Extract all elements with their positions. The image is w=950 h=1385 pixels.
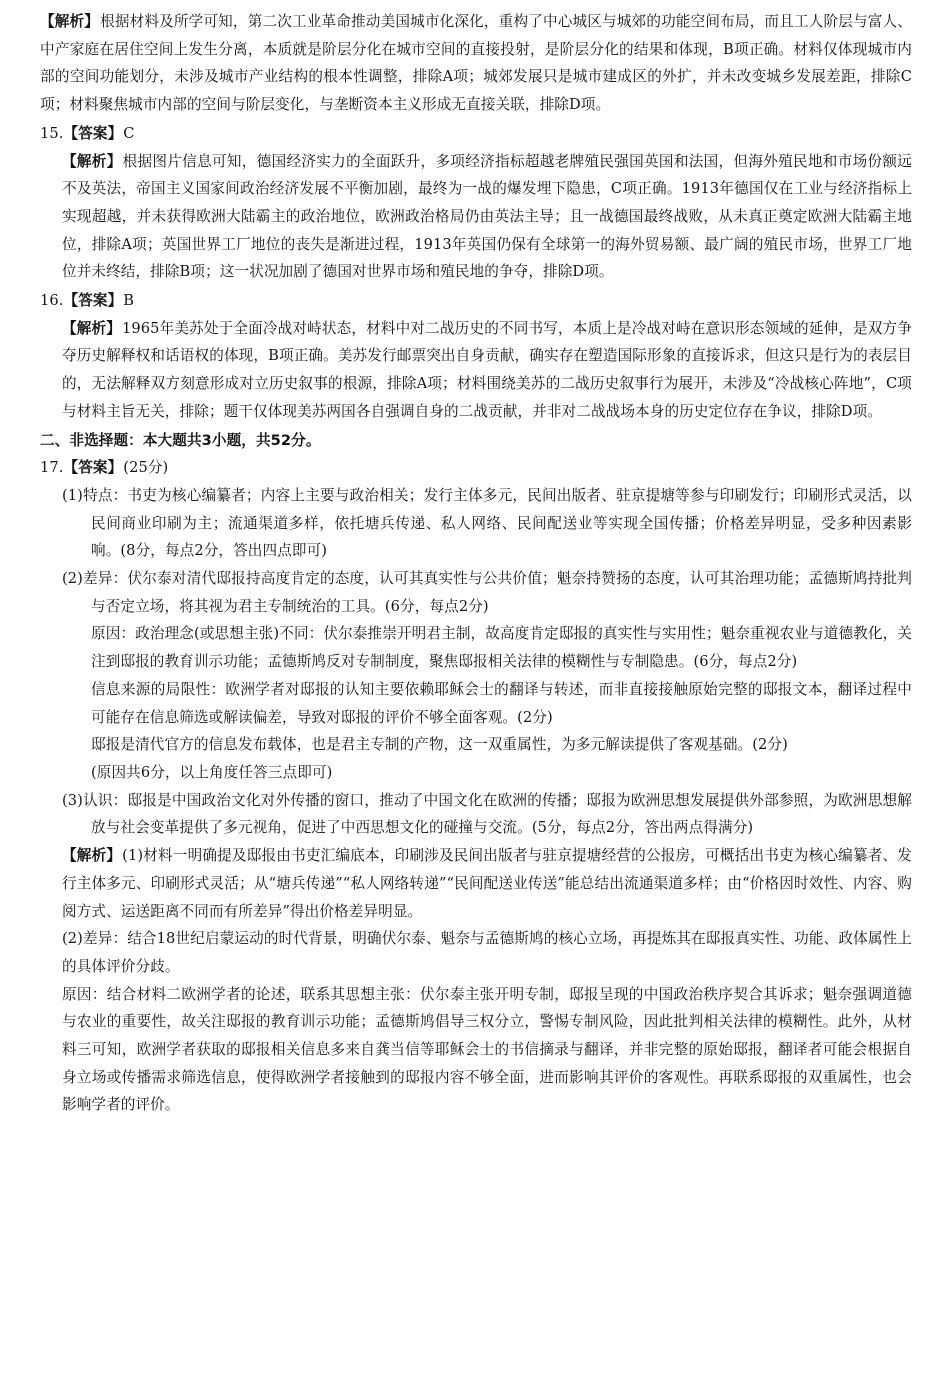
analysis-label: 【解析】 [62,152,122,170]
q16-analysis [40,315,912,426]
q17-answer-line [40,454,912,482]
q14-analysis-text: 根据材料及所学可知，第二次工业革命推动美国城市化深化，重构了中心城区与城郊的功能空间布局，而且工人阶层与富人、中产家庭在居住空间上发生分离，本质就是阶层分化在城市空间的直接投射，是阶层分化的结果和体现，B项正确。材料仅体现城市内部的空间功能划分，未涉及城市产业结构的根本性调整，排除A项；城郊发展只是城市建成区的外扩，并未改变城乡发展差距，排除C项；材料聚焦城市内部的空间与阶层变化，与垄断资本主义形成无直接关联，排除D项。 [40,13,912,114]
q15-analysis-text: 根据图片信息可知，德国经济实力的全面跃升，多项经济指标超越老牌殖民强国英国和法国，但海外殖民地和市场份额远不及英法，帝国主义国家间政治经济发展不平衡加剧，最终为一战的爆发埋下隐患，C项正确。1913年德国仅在工业与经济指标上实现超越，并未获得欧洲大陆霸主的政治地位，欧洲政治格局仍由英法主导；且一战德国最终战败，从未真正奠定欧洲大陆霸主地位，排除A项；英国世界工厂地位的丧失是渐进过程，1913年英国仍保有全球第一的海外贸易额、最广阔的殖民市场，世界工厂地位并未终结，排除B项；这一状况加剧了德国对世界市场和殖民地的争夺，排除D项。 [62,152,912,281]
q17-analysis-1 [40,842,912,925]
q17-part1: (1)特点：书吏为核心编纂者；内容上主要与政治相关；发行主体多元，民间出版者、驻京提塘等参与印刷发行；印刷形式灵活，以民间商业印刷为主；流通渠道多样，依托塘兵传递、私人网络、民间配送业等实现全国传播；价格差异明显，受多种因素影响。(8分，每点2分，答出四点即可) [62,486,912,560]
q15-number: 15. [40,124,64,142]
q15-answer: C [123,124,135,142]
q17-analysis-3: 原因：结合材料二欧洲学者的论述，联系其思想主张：伏尔泰主张开明专制，邸报呈现的中国政治秩序契合其诉求；魁奈强调道德与农业的重要性，故关注邸报的教育训示功能；孟德斯鸠倡导三权分立，警惕专制风险，因此批判相关法律的模糊性。此外，从材料三可知，欧洲学者获取的邸报相关信息多来自龚当信等耶稣会士的书信摘录与翻译，并非完整的原始邸报，翻译者可能会根据自身立场或传播需求筛选信息，使得欧洲学者接触到的邸报内容不够全面，进而影响其评价的客观性。再联系邸报的双重属性，也会影响学者的评价。 [62,985,912,1114]
q17-analysis-1-text: (1)材料一明确提及邸报由书吏汇编底本，印刷涉及民间出版者与驻京提塘经营的公报房，可概括出书吏为核心编纂者、发行主体多元、印刷形式灵活；从“塘兵传递”“私人网络转递”“民间配送业传送”能总结出流通渠道多样；由“价格因时效性、内容、购阅方式、运送距离不同而有所差异”得出价格差异明显。 [62,847,912,920]
analysis-label: 【解析】 [62,319,122,337]
q17-part2-difference: (2)差异：伏尔泰对清代邸报持高度肯定的态度，认可其真实性与公共价值；魁奈持赞扬的态度，认可其治理功能；孟德斯鸠持批判与否定立场，将其视为君主专制统治的工具。(6分，每点2分) [62,570,912,615]
analysis-label: 【解析】 [40,13,100,30]
q17-analysis-2: (2)差异：结合18世纪启蒙运动的时代背景，明确伏尔泰、魁奈与孟德斯鸠的核心立场，再提炼其在邸报真实性、功能、政体属性上的具体评价分歧。 [62,930,912,975]
q16-analysis-text: 1965年美苏处于全面冷战对峙状态，材料中对二战历史的不同书写，本质上是冷战对峙在意识形态领域的延伸，是双方争夺历史解释权和话语权的体现，B项正确。美苏发行邮票突出自身贡献，确实存在塑造国际形象的直接诉求，但这只是行为的表层目的，无法解释双方刻意形成对立历史叙事的根源，排除A项；材料围绕美苏的二战历史叙事行为展开，未涉及“冷战核心阵地”，C项与材料主旨无关，排除；题干仅体现美苏两国各自强调自身的二战贡献，并非对二战战场本身的历史定位存在争议，排除D项。 [62,319,912,420]
q14-analysis [40,8,912,119]
analysis-label: 【解析】 [62,847,122,865]
answer-label: 【答案】 [63,292,123,310]
q17-part2-reason: 原因：政治理念(或思想主张)不同：伏尔泰推崇开明君主制，故高度肯定邸报的真实性与实用性；魁奈重视农业与道德教化，关注到邸报的教育训示功能；孟德斯鸠反对专制制度，聚焦邸报相关法律的模糊性与专制隐患。(6分，每点2分) [91,625,912,671]
q17-part2-note: (原因共6分，以上角度任答三点即可) [91,763,333,781]
q17-score: (25分) [123,459,169,477]
q17-number: 17. [40,459,64,477]
q16-answer: B [123,292,135,310]
answer-label: 【答案】 [63,459,123,477]
q17-part2-source: 信息来源的局限性：欧洲学者对邸报的认知主要依赖耶稣会士的翻译与转述，而非直接接触原始完整的邸报文本，翻译过程中可能存在信息筛选或解读偏差，导致对邸报的评价不够全面客观。(2分) [91,680,912,726]
answer-column [40,8,912,1119]
q16-answer-line [40,287,912,315]
answer-label: 【答案】 [63,124,123,142]
section-two-title: 二、非选择题：本大题共3小题，共52分。 [40,431,321,449]
q17-part3: (3)认识：邸报是中国政治文化对外传播的窗口，推动了中国文化在欧洲的传播；邸报为欧洲思想发展提供外部参照，为欧洲思想解放与社会变革提供了多元视角，促进了中西思想文化的碰撞与交流。(5分，每点2分，答出两点得满分) [62,791,912,837]
q15-answer-line [40,120,912,148]
q15-analysis [40,148,912,287]
q16-number: 16. [40,292,64,310]
q17-part2-dual: 邸报是清代官方的信息发布载体，也是君主专制的产物，这一双重属性，为多元解读提供了客观基础。(2分) [91,736,788,754]
